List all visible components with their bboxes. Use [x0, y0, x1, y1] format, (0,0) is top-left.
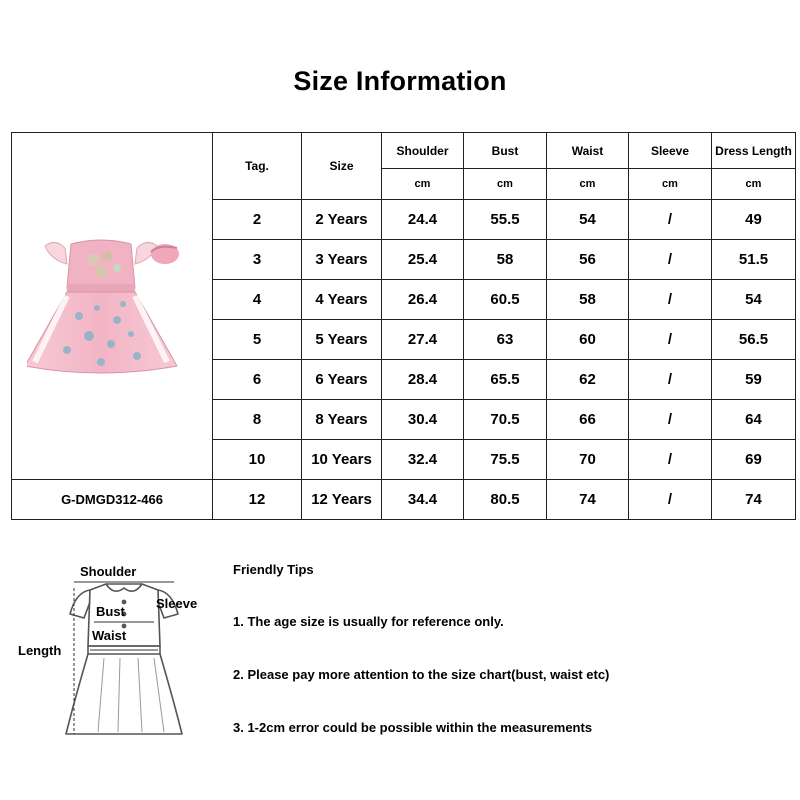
cell-waist: 58	[547, 280, 629, 320]
unit-sleeve: cm	[629, 169, 712, 200]
cell-bust: 60.5	[464, 280, 547, 320]
cell-sleeve: /	[629, 200, 712, 240]
cell-tag: 8	[213, 400, 302, 440]
diagram-label-waist: Waist	[92, 628, 127, 643]
cell-size: 12 Years	[302, 480, 382, 520]
cell-tag: 12	[213, 480, 302, 520]
cell-sleeve: /	[629, 360, 712, 400]
table-row	[12, 480, 796, 520]
diagram-label-shoulder: Shoulder	[80, 564, 137, 579]
cell-length: 49	[712, 200, 796, 240]
cell-sleeve: /	[629, 400, 712, 440]
cell-size: 6 Years	[302, 360, 382, 400]
dress-photo	[27, 216, 197, 396]
table-header-row	[12, 133, 796, 169]
cell-length: 74	[712, 480, 796, 520]
cell-tag: 6	[213, 360, 302, 400]
cell-waist: 62	[547, 360, 629, 400]
cell-shoulder: 26.4	[382, 280, 464, 320]
cell-shoulder: 27.4	[382, 320, 464, 360]
cell-bust: 70.5	[464, 400, 547, 440]
cell-length: 59	[712, 360, 796, 400]
cell-bust: 80.5	[464, 480, 547, 520]
cell-bust: 55.5	[464, 200, 547, 240]
cell-size: 2 Years	[302, 200, 382, 240]
cell-size: 5 Years	[302, 320, 382, 360]
cell-shoulder: 30.4	[382, 400, 464, 440]
tip-item: 3. 1-2cm error could be possible within the measurements	[233, 720, 593, 735]
header-tag: Tag.	[213, 133, 302, 200]
cell-waist: 70	[547, 440, 629, 480]
cell-shoulder: 28.4	[382, 360, 464, 400]
header-size: Size	[302, 133, 382, 200]
cell-length: 64	[712, 400, 796, 440]
cell-tag: 4	[213, 280, 302, 320]
header-dress-length: Dress Length	[712, 133, 796, 169]
cell-size: 10 Years	[302, 440, 382, 480]
size-table	[11, 132, 796, 520]
tip-item: 2. Please pay more attention to the size chart(bust, waist etc)	[233, 667, 610, 682]
cell-tag: 2	[213, 200, 302, 240]
cell-sleeve: /	[629, 280, 712, 320]
cell-size: 3 Years	[302, 240, 382, 280]
unit-shoulder: cm	[382, 169, 464, 200]
cell-bust: 58	[464, 240, 547, 280]
header-waist: Waist	[547, 133, 629, 169]
cell-waist: 60	[547, 320, 629, 360]
diagram-label-length: Length	[18, 643, 62, 658]
cell-sleeve: /	[629, 240, 712, 280]
cell-sleeve: /	[629, 480, 712, 520]
diagram-label-sleeve: Sleeve	[156, 596, 198, 611]
unit-bust: cm	[464, 169, 547, 200]
cell-tag: 5	[213, 320, 302, 360]
cell-waist: 66	[547, 400, 629, 440]
cell-waist: 54	[547, 200, 629, 240]
cell-bust: 63	[464, 320, 547, 360]
cell-size: 8 Years	[302, 400, 382, 440]
cell-sleeve: /	[629, 440, 712, 480]
diagram-label-bust: Bust	[96, 604, 125, 619]
cell-tag: 10	[213, 440, 302, 480]
cell-waist: 74	[547, 480, 629, 520]
measurement-diagram	[14, 562, 214, 742]
cell-tag: 3	[213, 240, 302, 280]
cell-length: 69	[712, 440, 796, 480]
cell-bust: 65.5	[464, 360, 547, 400]
cell-sleeve: /	[629, 320, 712, 360]
cell-shoulder: 24.4	[382, 200, 464, 240]
header-shoulder: Shoulder	[382, 133, 464, 169]
tip-item: 1. The age size is usually for reference only.	[233, 614, 504, 629]
cell-bust: 75.5	[464, 440, 547, 480]
cell-length: 54	[712, 280, 796, 320]
cell-waist: 56	[547, 240, 629, 280]
page-title: Size Information	[293, 66, 507, 96]
header-sleeve: Sleeve	[629, 133, 712, 169]
cell-size: 4 Years	[302, 280, 382, 320]
unit-waist: cm	[547, 169, 629, 200]
cell-length: 51.5	[712, 240, 796, 280]
header-bust: Bust	[464, 133, 547, 169]
product-photo-cell	[12, 133, 213, 480]
product-code: G-DMGD312-466	[12, 480, 213, 520]
cell-shoulder: 25.4	[382, 240, 464, 280]
cell-shoulder: 32.4	[382, 440, 464, 480]
cell-shoulder: 34.4	[382, 480, 464, 520]
unit-dress-length: cm	[712, 169, 796, 200]
cell-length: 56.5	[712, 320, 796, 360]
tips-title: Friendly Tips	[233, 562, 314, 577]
